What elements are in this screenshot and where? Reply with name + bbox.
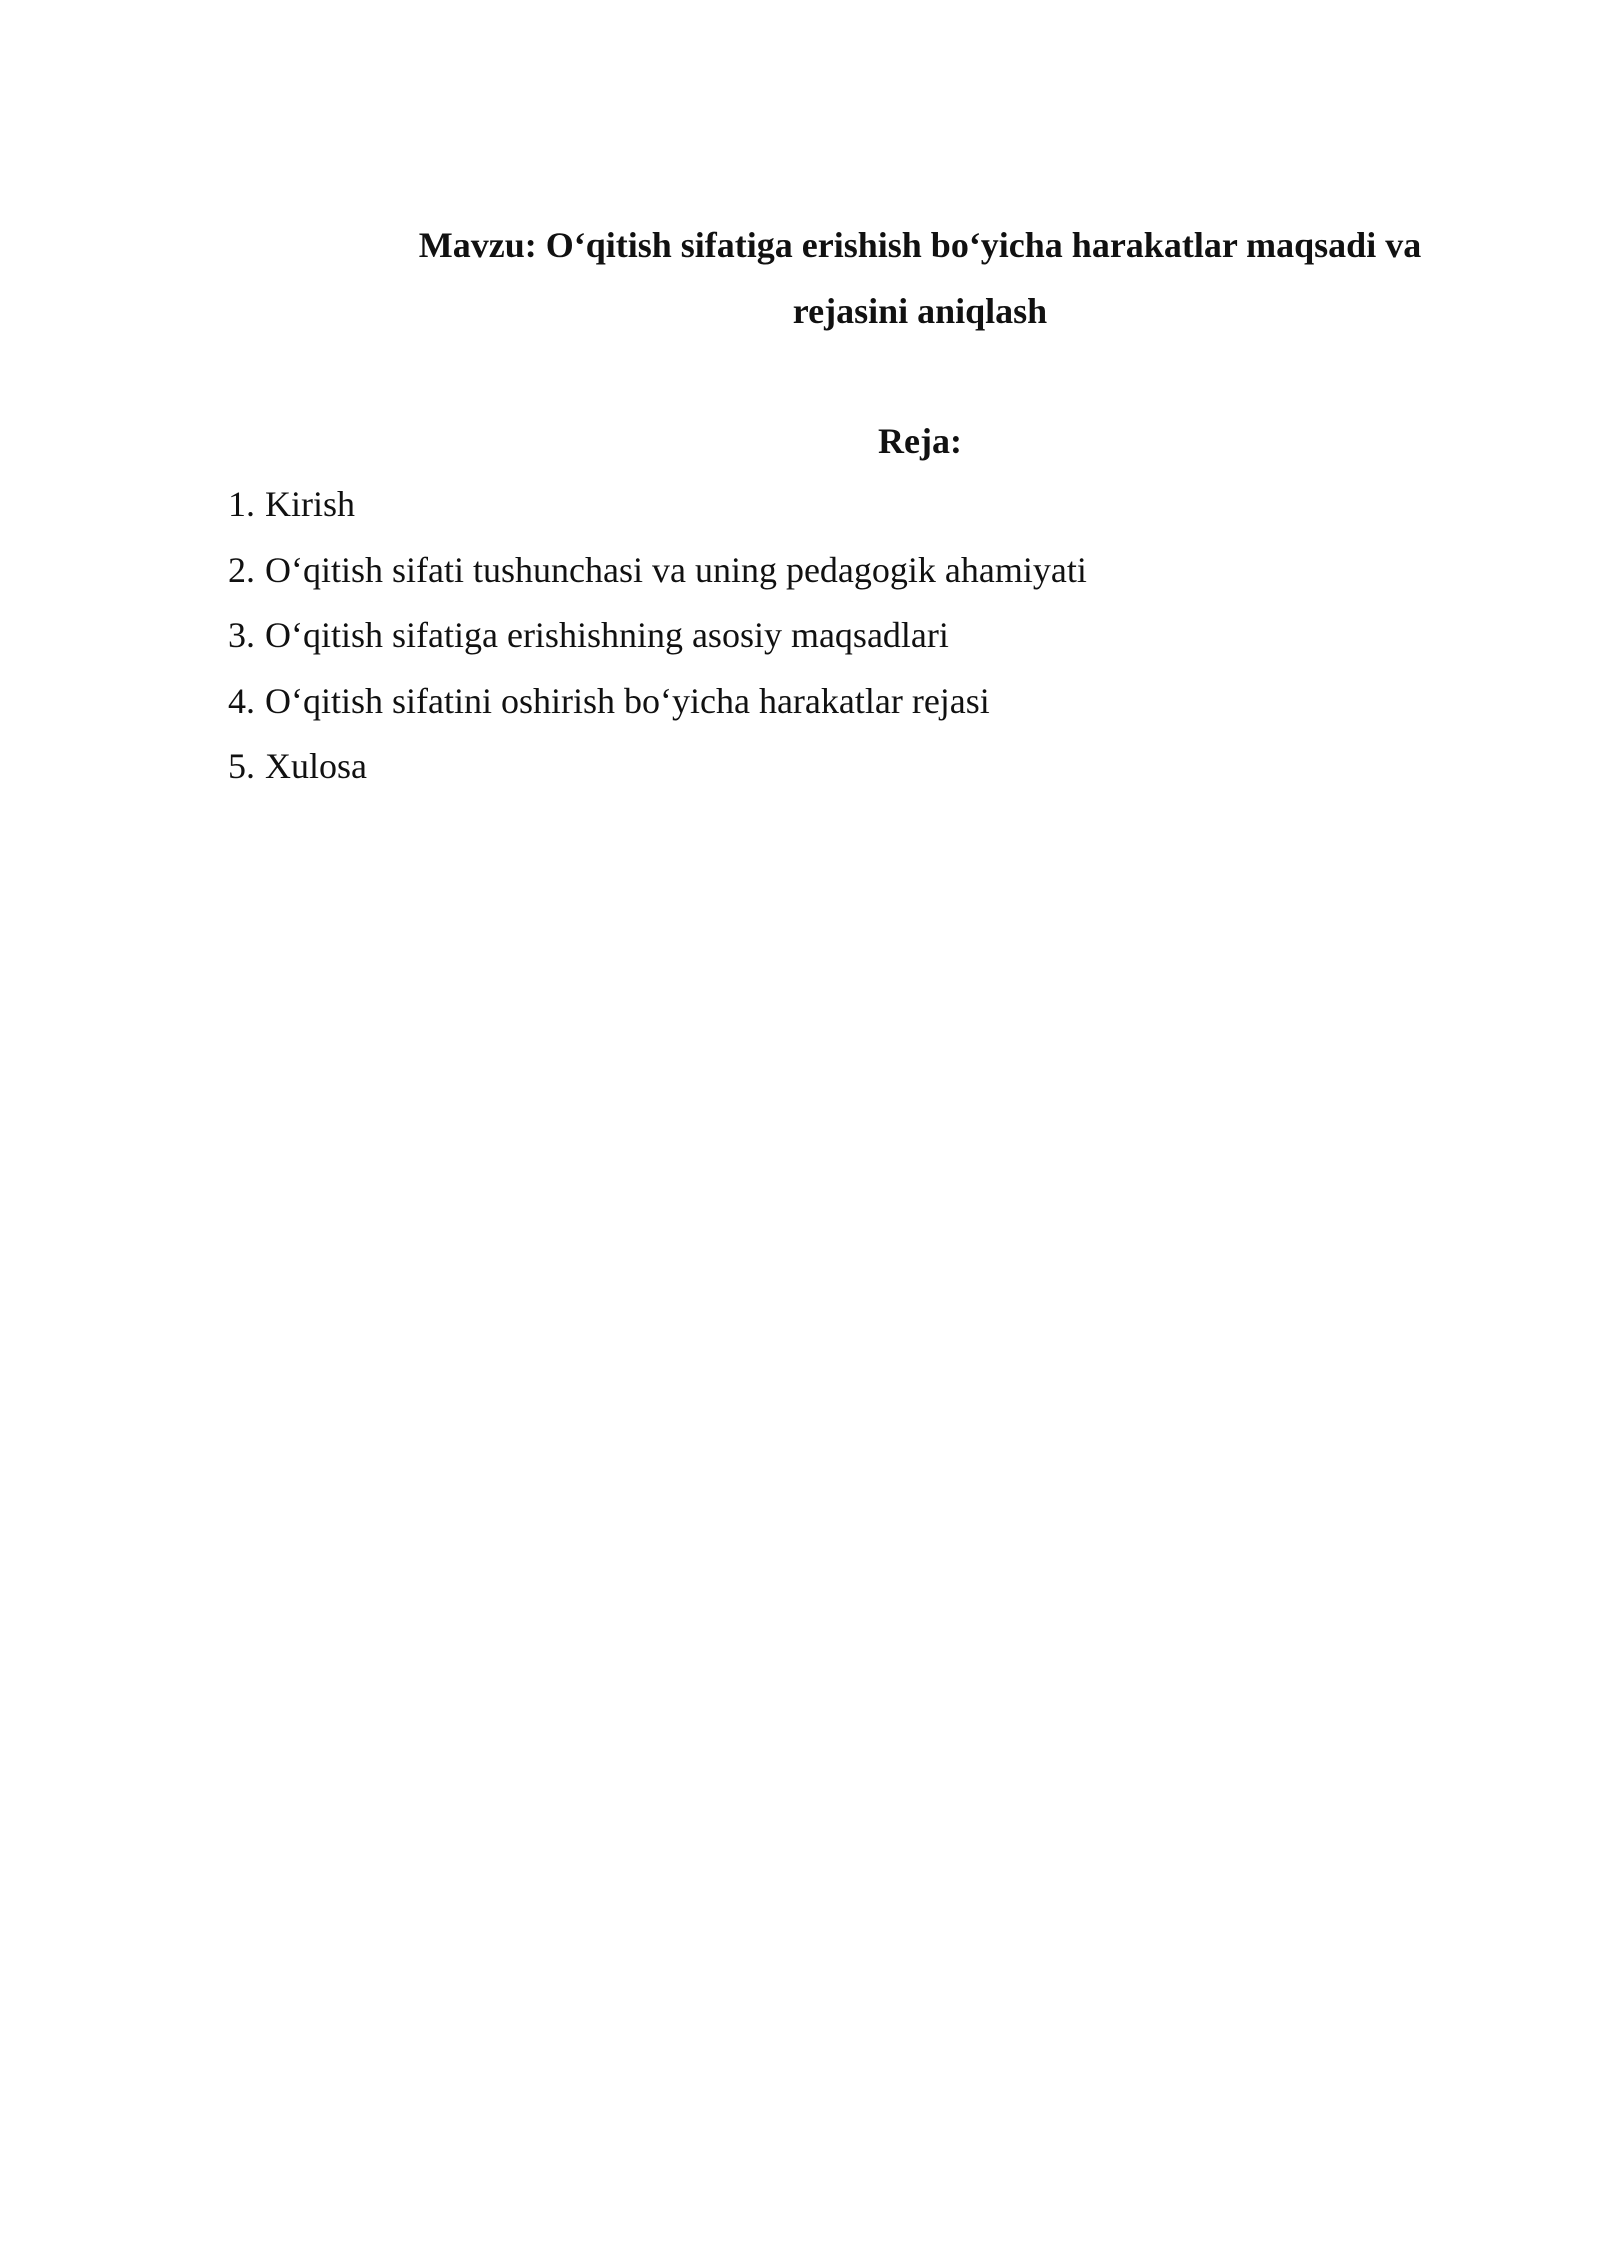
plan-item-text: O‘qitish sifati tushunchasi va uning pedagogik ahamiyati bbox=[265, 549, 1087, 590]
plan-item-number: 1. bbox=[228, 484, 255, 524]
title-line-1: Mavzu: O‘qitish sifatiga erishish bo‘yicha harakatlar maqsadi va bbox=[418, 225, 1422, 265]
plan-item bbox=[228, 734, 1087, 800]
document-title bbox=[370, 212, 1470, 344]
plan-item-number: 5. bbox=[228, 746, 255, 786]
plan-item bbox=[228, 603, 1087, 669]
plan-item-text: O‘qitish sifatini oshirish bo‘yicha harakatlar rejasi bbox=[265, 680, 990, 721]
plan-list bbox=[228, 472, 1087, 800]
plan-item bbox=[228, 538, 1087, 604]
plan-item-text: O‘qitish sifatiga erishishning asosiy maqsadlari bbox=[265, 615, 949, 655]
plan-item-text: Xulosa bbox=[265, 746, 367, 786]
title-line-2: rejasini aniqlash bbox=[792, 291, 1048, 331]
plan-item-text: Kirish bbox=[265, 484, 355, 524]
plan-item-number: 3. bbox=[228, 615, 255, 655]
plan-heading: Reja: bbox=[878, 421, 962, 461]
plan-item bbox=[228, 472, 1087, 538]
plan-item-number: 4. bbox=[228, 680, 255, 721]
plan-item-number: 2. bbox=[228, 549, 255, 590]
plan-item bbox=[228, 669, 1087, 735]
